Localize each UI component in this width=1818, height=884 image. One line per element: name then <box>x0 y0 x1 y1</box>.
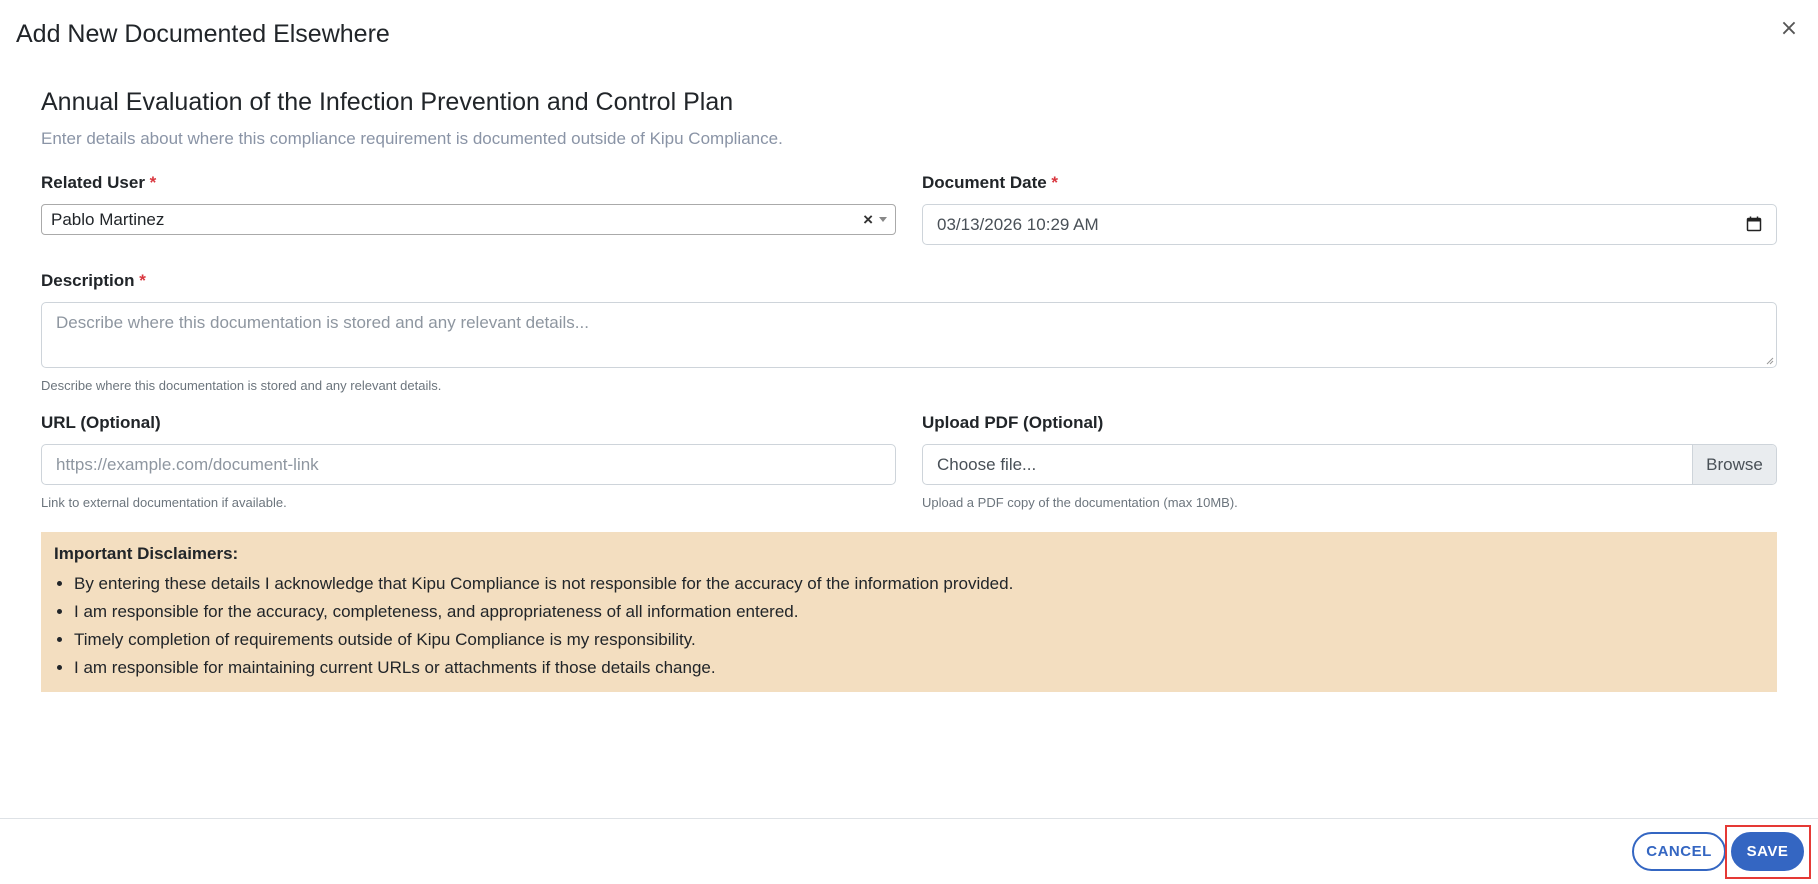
cancel-button[interactable]: CANCEL <box>1632 832 1726 871</box>
file-placeholder: Choose file... <box>937 455 1037 474</box>
required-mark: * <box>149 173 157 192</box>
description-label-text: Description <box>41 271 135 290</box>
description-textarea[interactable] <box>41 302 1777 368</box>
close-button[interactable]: × <box>1774 14 1804 44</box>
file-upload-input[interactable] <box>922 444 1777 485</box>
upload-label: Upload PDF (Optional) <box>922 413 1104 432</box>
document-date-input[interactable] <box>922 204 1777 245</box>
resize-handle-icon[interactable] <box>1766 357 1774 365</box>
dropdown-arrow-icon[interactable] <box>879 217 887 222</box>
user-date-row <box>41 173 1777 245</box>
clear-selection-icon[interactable]: × <box>863 210 873 229</box>
modal-body <box>41 88 1777 692</box>
description-label <box>41 271 1777 291</box>
related-user-value: Pablo Martinez <box>51 210 165 229</box>
related-user-label <box>41 173 896 193</box>
requirement-title: Annual Evaluation of the Infection Prevention and Control Plan <box>41 88 734 116</box>
document-date-group <box>922 173 1777 245</box>
description-placeholder: Describe where this documentation is stored and any relevant details... <box>56 313 589 332</box>
modal-title: Add New Documented Elsewhere <box>16 20 390 48</box>
disclaimer-item: • Timely completion of requirements outside of Kipu Compliance is my responsibility. <box>74 626 1764 654</box>
required-mark: * <box>1051 173 1059 192</box>
modal-footer <box>0 818 1818 884</box>
related-user-select[interactable] <box>41 204 896 235</box>
url-help: Link to external documentation if available. <box>41 495 287 510</box>
disclaimer-list <box>54 570 1764 682</box>
document-date-label-text: Document Date <box>922 173 1047 192</box>
description-group <box>41 271 1777 393</box>
browse-button[interactable]: Browse <box>1692 445 1776 484</box>
disclaimer-item: • By entering these details I acknowledge that Kipu Compliance is not responsible for the accuracy of the information provided. <box>74 570 1764 598</box>
url-input[interactable]: https://example.com/document-link <box>41 444 896 485</box>
description-help: Describe where this documentation is stored and any relevant details. <box>41 378 442 393</box>
save-button[interactable]: SAVE <box>1731 832 1804 871</box>
disclaimer-title: Important Disclaimers: <box>54 544 239 563</box>
document-date-label <box>922 173 1777 193</box>
disclaimer-item: • I am responsible for maintaining current URLs or attachments if those details change. <box>74 654 1764 682</box>
url-group <box>41 413 896 510</box>
upload-help: Upload a PDF copy of the documentation (max 10MB). <box>922 495 1238 510</box>
required-mark: * <box>139 271 146 290</box>
related-user-group <box>41 173 896 245</box>
related-user-label-text: Related User <box>41 173 145 192</box>
document-date-value: 03/13/2026 10:29 AM <box>937 215 1099 234</box>
calendar-icon[interactable] <box>1746 216 1762 232</box>
disclaimer-box <box>41 532 1777 692</box>
disclaimer-item: • I am responsible for the accuracy, completeness, and appropriateness of all information entered. <box>74 598 1764 626</box>
url-label: URL (Optional) <box>41 413 161 432</box>
url-upload-row <box>41 413 1777 510</box>
requirement-subtitle: Enter details about where this compliance requirement is documented outside of Kipu Compliance. <box>41 129 783 148</box>
upload-group <box>922 413 1777 510</box>
